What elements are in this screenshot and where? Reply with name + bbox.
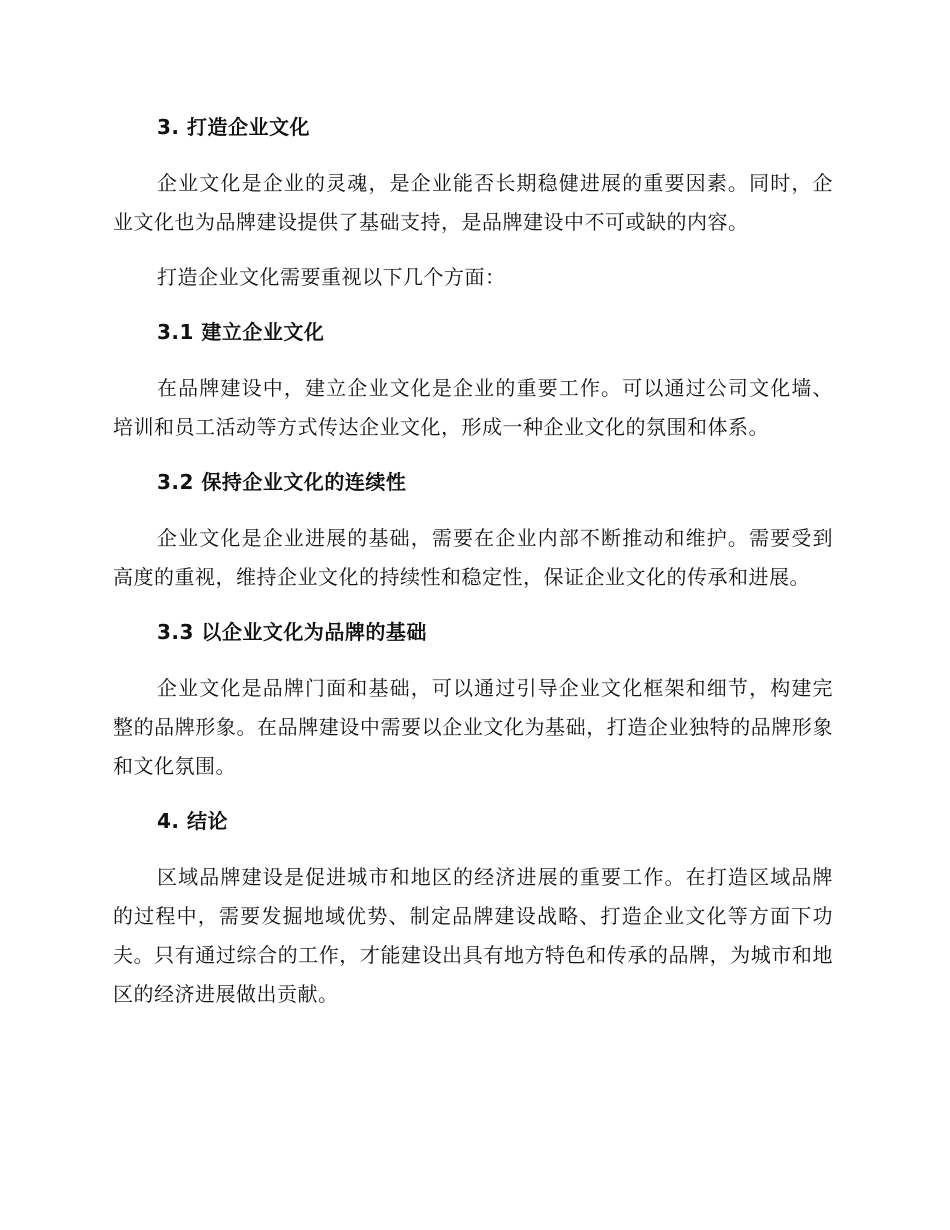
paragraph-culture-intro: 企业文化是企业的灵魂，是企业能否长期稳健进展的重要因素。同时，企业文化也为品牌建设提供了基础支持，是品牌建设中不可或缺的内容。 bbox=[113, 171, 833, 234]
section-heading-3: 3. 打造企业文化 bbox=[157, 115, 310, 139]
paragraph-culture-continuity: 企业文化是企业进展的基础，需要在企业内部不断推动和维护。需要受到高度的重视，维持企业文化的持续性和稳定性，保证企业文化的传承和进展。 bbox=[113, 526, 833, 589]
section-heading-3-3: 3.3 以企业文化为品牌的基础 bbox=[157, 620, 427, 644]
document-body bbox=[113, 108, 833, 1030]
paragraph-conclusion: 区域品牌建设是促进城市和地区的经济进展的重要工作。在打造区域品牌的过程中，需要发掘地域优势、制定品牌建设战略、打造企业文化等方面下功夫。只有通过综合的工作，才能建设出具有地方特色和传承的品牌，为城市和地区的经济进展做出贡献。 bbox=[113, 865, 833, 1006]
section-heading-3-1: 3.1 建立企业文化 bbox=[157, 320, 325, 344]
section-heading-3-2: 3.2 保持企业文化的连续性 bbox=[157, 470, 407, 494]
section-heading-4: 4. 结论 bbox=[157, 809, 228, 833]
paragraph-build-culture: 在品牌建设中，建立企业文化是企业的重要工作。可以通过公司文化墙、培训和员工活动等方式传达企业文化，形成一种企业文化的氛围和体系。 bbox=[113, 376, 833, 439]
paragraph-culture-lead: 打造企业文化需要重视以下几个方面： bbox=[157, 265, 506, 289]
paragraph-culture-brand-basis: 企业文化是品牌门面和基础，可以通过引导企业文化框架和细节，构建完整的品牌形象。在品牌建设中需要以企业文化为基础，打造企业独特的品牌形象和文化氛围。 bbox=[113, 676, 833, 778]
